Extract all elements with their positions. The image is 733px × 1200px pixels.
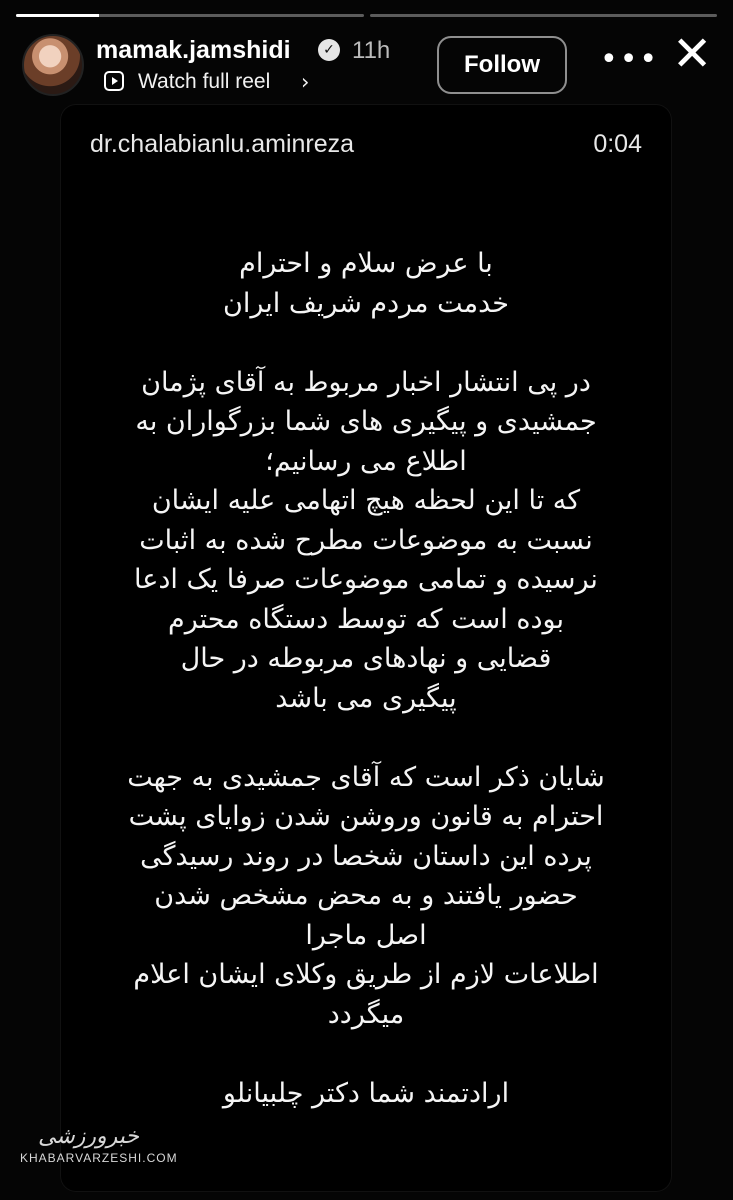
more-options-icon[interactable]: ••• (600, 42, 660, 77)
story-progress-segment (16, 14, 364, 17)
card-time: 0:04 (593, 130, 642, 158)
statement-line: با عرض سلام و احترام (239, 248, 493, 279)
statement-line: خدمت مردم شریف ایران (223, 287, 509, 319)
statement-line: حضور یافتند و به محض مشخص شدن (154, 880, 578, 911)
story-progress-segment (370, 14, 718, 17)
watermark (20, 1124, 178, 1165)
avatar[interactable] (22, 34, 84, 96)
card-username: dr.chalabianlu.aminreza (90, 130, 355, 158)
statement-blank (60, 718, 672, 758)
story-progress-fill (16, 14, 99, 17)
story-progress (16, 14, 717, 18)
reel-card[interactable] (60, 104, 672, 1192)
close-icon[interactable]: ✕ (672, 26, 713, 82)
statement-text (60, 244, 672, 1113)
story-header (0, 28, 733, 112)
statement-line: ارادتمند شما دکتر چلبیانلو (222, 1077, 510, 1109)
watermark-logo: خبرورزشی (38, 1124, 140, 1149)
statement-line: نسبت به موضوعات مطرح شده به اثبات (139, 524, 593, 556)
statement-line: بوده است که توسط دستگاه محترم (168, 603, 564, 635)
statement-line: احترام به قانون وروشن شدن زوایای پشت (128, 801, 604, 832)
statement-line: اصل ماجرا (305, 919, 427, 951)
chevron-right-icon: › (301, 70, 310, 94)
statement-line: اطلاعات لازم از طریق وکلای ایشان اعلام (133, 959, 599, 990)
statement-line: در پی انتشار اخبار مربوط به آقای پژمان (141, 366, 591, 398)
statement-line: میگردد (327, 998, 405, 1030)
statement-line: نرسیده و تمامی موضوعات صرفا یک ادعا (134, 564, 598, 595)
statement-line: پرده این داستان شخصا در روند رسیدگی (140, 840, 592, 872)
statement-line: شایان ذکر است که آقای جمشیدی به جهت (127, 761, 605, 793)
statement-line: پیگیری می باشد (275, 682, 457, 714)
verified-check-icon: ✓ (318, 39, 340, 61)
follow-button[interactable]: Follow (437, 36, 567, 94)
watch-full-reel-link[interactable]: Watch full reel (138, 70, 271, 93)
statement-line: که تا این لحظه هیچ اتهامی علیه ایشان (151, 485, 581, 516)
statement-line: جمشیدی و پیگیری های شما بزرگواران به (135, 406, 597, 437)
statement-line: اطلاع می رسانیم؛ (265, 445, 467, 477)
statement-blank (60, 1034, 672, 1074)
username[interactable]: mamak.jamshidi (96, 36, 291, 64)
reel-icon (104, 71, 124, 91)
watermark-site: KHABARVARZESHI.COM (20, 1151, 178, 1165)
post-time: 11h (352, 37, 391, 64)
statement-line: قضایی و نهادهای مربوطه در حال (180, 643, 552, 674)
statement-blank (60, 323, 672, 363)
